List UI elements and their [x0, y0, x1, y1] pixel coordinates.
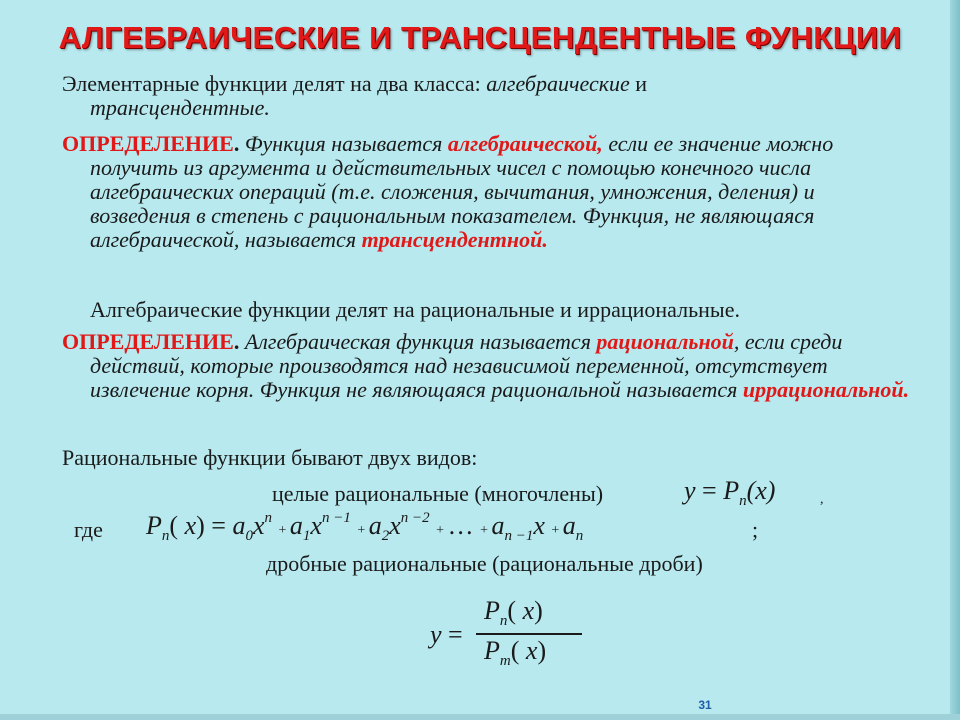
- intro-lead: Элементарные функции делят на два класса:: [62, 71, 487, 96]
- definition-2-keyword: ОПРЕДЕЛЕНИЕ: [62, 329, 234, 354]
- rational-fraction-formula: y = $P_n$( x) $P_m$( x): [430, 600, 570, 670]
- kind-1-comma: ,: [820, 492, 824, 507]
- definition-1-text1: Функция называется: [244, 131, 448, 156]
- definition-1-highlight-algebraic: алгебраической,: [447, 131, 603, 156]
- formula-n: n: [739, 493, 747, 509]
- definition-2-text1: Алгебраическая функция называется: [244, 329, 597, 354]
- kind-1-formula: [684, 476, 775, 510]
- formula-P: P: [723, 476, 740, 505]
- definition-2-highlight-rational: рациональной: [596, 329, 734, 354]
- intro-algebraic: алгебраические: [486, 71, 630, 96]
- polynomial-formula: $P_n$( $x) = a_0x^n + a_1x^{n -1} + a_2x^{n -2}$ + … + $a_{n -1}x + a_n$: [146, 510, 584, 544]
- intro-and: и: [629, 71, 648, 96]
- kind-2-label: дробные рациональные (рациональные дроби): [266, 551, 703, 576]
- slide-title: АЛГЕБРАИЧЕСКИЕ И ТРАНСЦЕНДЕНТНЫЕ ФУНКЦИИ: [58, 20, 902, 55]
- slide-bottom-edge: [0, 714, 960, 720]
- where-semicolon: ;: [752, 517, 759, 542]
- split-line: Алгебраические функции делят на рациональные и иррациональные.: [90, 297, 740, 322]
- definition-2-text2: , если среди действий, которые производятся над независимой переменной, отсутствует извлечение корня. Функция не являющаяся рациональной называется: [90, 329, 843, 402]
- slide-edge: [950, 0, 960, 720]
- page-number: 31: [698, 698, 712, 712]
- definition-1-dot: .: [233, 131, 245, 156]
- definition-2-dot: .: [233, 329, 245, 354]
- definition-1: [62, 132, 920, 252]
- definition-1-keyword: ОПРЕДЕЛЕНИЕ: [62, 131, 234, 156]
- intro-paragraph: [62, 72, 920, 120]
- intro-transcendental: трансцендентные.: [90, 95, 270, 120]
- formula-x: (x): [746, 476, 776, 505]
- definition-2-highlight-irrational: иррациональной.: [742, 377, 910, 402]
- kinds-line: Рациональные функции бывают двух видов:: [62, 445, 478, 470]
- definition-1-highlight-transcendental: трансцендентной.: [361, 227, 548, 252]
- definition-1-text2: если ее значение можно получить из аргумента и действительных чисел с помощью конечного числа алгебраических операций (т.е. сложения, вычитания, умножения, деления) и возведения в степень с рациональным показателем. Функция, не являющаяся алгебраической, называется: [90, 131, 834, 252]
- fraction-bar: [476, 633, 582, 635]
- formula-equals: =: [702, 476, 717, 505]
- where-word: где: [74, 517, 103, 542]
- definition-2: [62, 330, 920, 402]
- kind-1-label: целые рациональные (многочлены): [272, 481, 604, 506]
- formula-y: y: [684, 476, 696, 505]
